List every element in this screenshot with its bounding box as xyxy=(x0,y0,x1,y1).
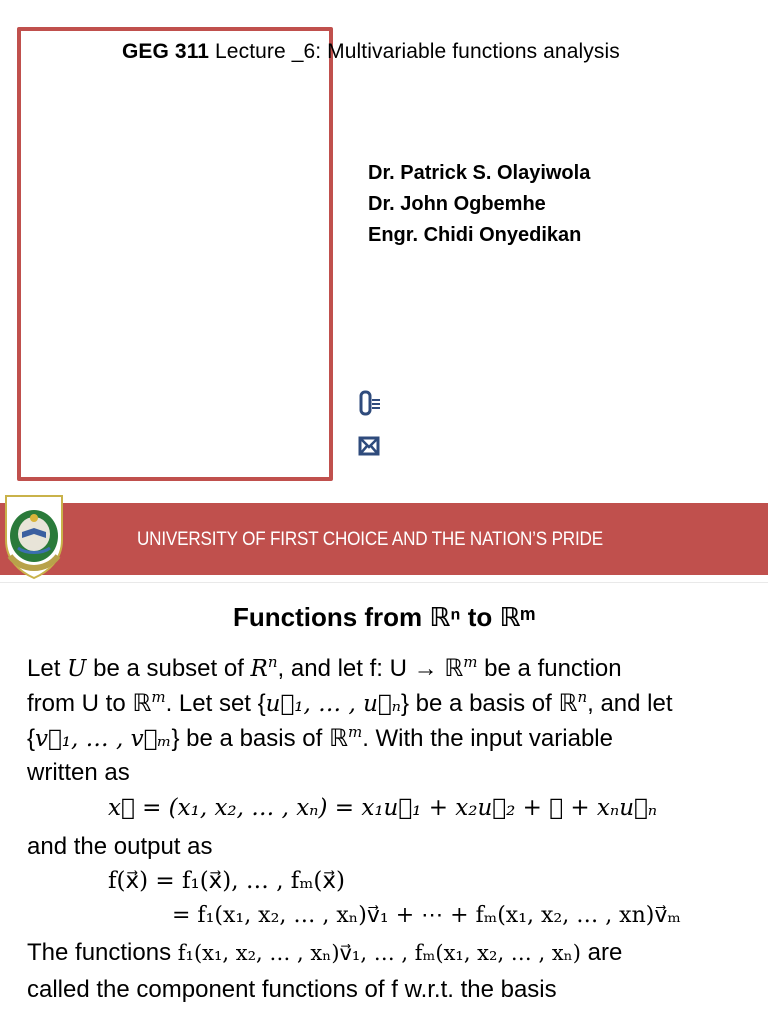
text-run: The functions xyxy=(27,939,178,966)
paragraph-line xyxy=(27,939,622,967)
lecture-title xyxy=(122,40,620,64)
math-run: v⃗₁, … , v⃗ₘ xyxy=(35,726,172,752)
text-run: be a function xyxy=(477,655,622,682)
mail-icon xyxy=(358,436,380,456)
text-run: , and let f: U → ℝ xyxy=(277,655,464,682)
image-placeholder-frame xyxy=(17,27,333,481)
author-list xyxy=(368,158,590,251)
university-motto: UNIVERSITY OF FIRST CHOICE AND THE NATION’S PRIDE xyxy=(137,529,603,550)
text-run: Let xyxy=(27,655,68,682)
text-run: . With the input variable xyxy=(362,725,613,752)
course-code: GEG 311 xyxy=(122,40,210,63)
equation-line: x⃗ = (x₁, x₂, … , xₙ) = x₁u⃗₁ + x₂u⃗₂ + ⋯ + xₙu⃗ₙ xyxy=(108,795,658,821)
author-name: Engr. Chidi Onyedikan xyxy=(368,224,582,246)
slide-heading: Functions from ℝⁿ to ℝᵐ xyxy=(232,602,536,632)
author-name: Dr. John Ogbemhe xyxy=(368,193,546,215)
paragraph-line xyxy=(27,653,622,683)
text-run: from U to ℝ xyxy=(27,690,152,717)
math-superscript: m xyxy=(347,723,363,741)
content-slide xyxy=(0,583,768,1024)
math-run: f₁(x₁, x₂, … , xₙ)v⃗₁, … , fₘ(x₁, x₂, … , xₙ) xyxy=(177,941,581,965)
math-superscript: m xyxy=(463,653,478,671)
lecture-title-text: Lecture _6: Multivariable functions analysis xyxy=(215,40,620,63)
equation-line: = f₁(x₁, x₂, … , xₙ)v⃗₁ + ⋯ + fₘ(x₁, x₂, … , xn)v⃗ₘ xyxy=(172,903,681,928)
paragraph-line: written as xyxy=(27,759,130,786)
math-run: u⃗₁, … , u⃗ₙ xyxy=(265,691,401,717)
author-name: Dr. Patrick S. Olayiwola xyxy=(368,162,591,184)
text-run: } be a basis of ℝ xyxy=(401,690,578,717)
paragraph-line xyxy=(27,688,673,718)
equation-line: f(x⃗) = f₁(x⃗), … , fₘ(x⃗) xyxy=(108,868,345,894)
math-superscript: n xyxy=(577,688,588,706)
math-run: R xyxy=(250,656,268,682)
math-superscript: m xyxy=(151,688,166,706)
text-run: } be a basis of ℝ xyxy=(171,725,348,752)
text-run: , and let xyxy=(587,690,673,717)
contact-phone-icon xyxy=(358,390,382,416)
text-run: { xyxy=(27,725,36,752)
university-crest-logo xyxy=(0,488,70,580)
text-run: . Let set { xyxy=(165,690,266,717)
paragraph-line: called the component functions of f w.r.t. the basis xyxy=(27,976,557,1003)
math-run: U xyxy=(67,656,87,682)
paragraph-line xyxy=(27,723,613,753)
text-run: are xyxy=(580,939,623,966)
paragraph-line: and the output as xyxy=(27,833,213,860)
text-run: be a subset of xyxy=(86,655,251,682)
math-superscript: n xyxy=(267,653,278,671)
